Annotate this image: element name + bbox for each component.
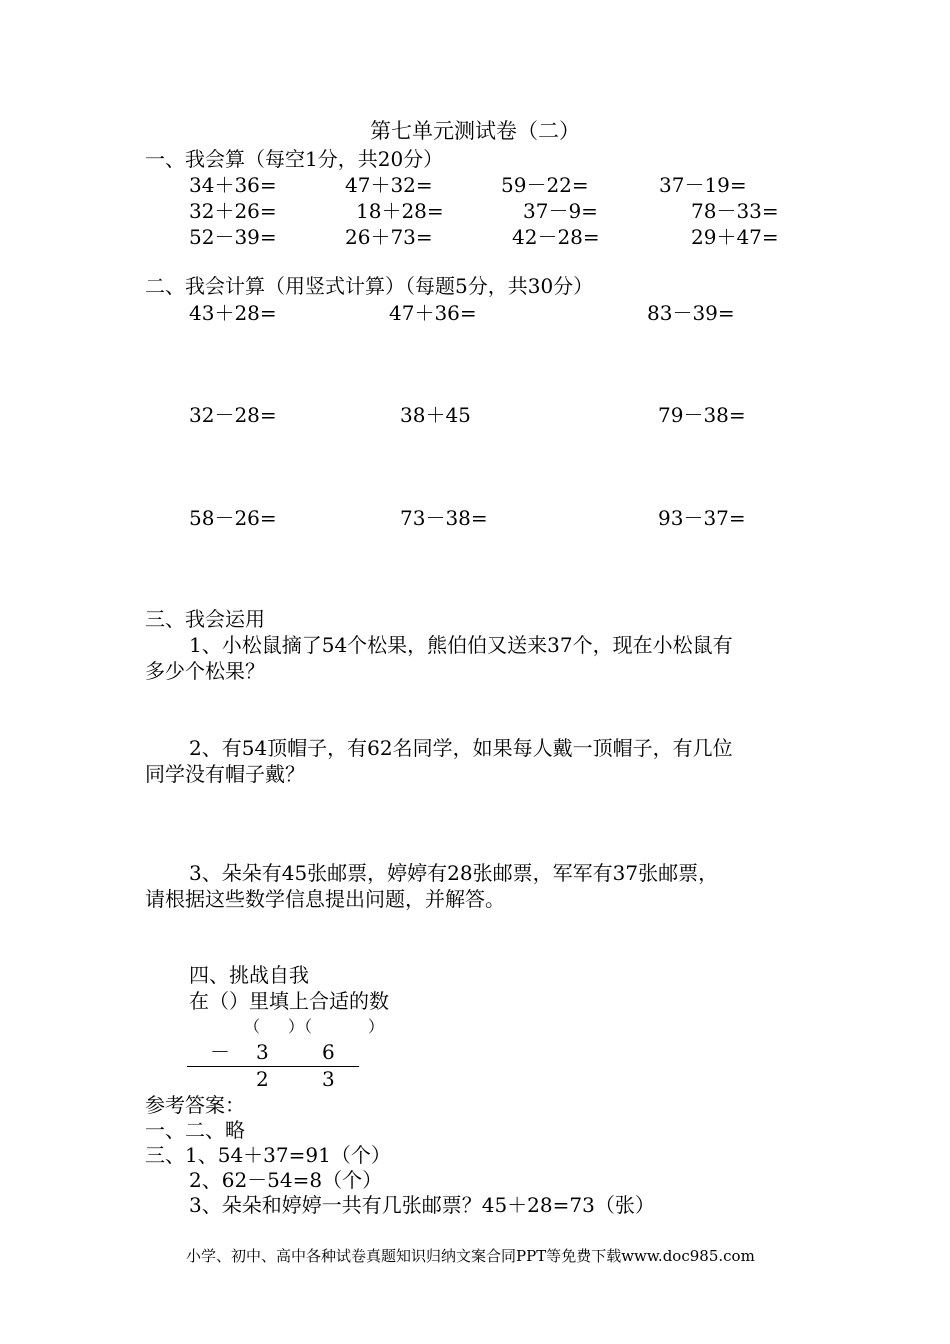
section4-instruction: 在（）里填上合适的数 (189, 989, 389, 1013)
problem: 73－38= (400, 506, 488, 530)
section2-heading: 二、我会计算（用竖式计算）（每题5分，共30分） (145, 274, 594, 298)
problem: 59－22= (501, 173, 589, 197)
problem: 43＋28= (189, 301, 277, 325)
problem: 42－28= (512, 225, 600, 249)
answer-line: 2、62－54=8（个） (189, 1168, 383, 1192)
word-problem-line: 2、有54顶帽子，有62名同学，如果每人戴一顶帽子，有几位 (189, 736, 733, 760)
problem: 79－38= (658, 403, 746, 427)
problem: 58－26= (189, 506, 277, 530)
word-problem-line: 3、朵朵有45张邮票，婷婷有28张邮票，军军有37张邮票， (189, 861, 719, 885)
problem: 37－19= (659, 173, 747, 197)
problem: 32＋26= (189, 199, 277, 223)
blank-paren: ）（ (288, 1017, 313, 1036)
page-title: 第七单元测试卷（二） (370, 119, 580, 143)
section4-heading: 四、挑战自我 (189, 963, 309, 987)
problem: 18＋28= (356, 199, 444, 223)
blank-paren: ） (368, 1017, 385, 1036)
problem: 78－33= (691, 199, 779, 223)
problem: 93－37= (658, 506, 746, 530)
problem: 47＋36= (389, 301, 477, 325)
problem: 26＋73= (345, 225, 433, 249)
answers-heading: 参考答案： (145, 1093, 245, 1117)
problem: 34＋36= (189, 173, 277, 197)
word-problem-line: 请根据这些数学信息提出问题，并解答。 (145, 887, 505, 911)
problem: 29＋47= (691, 225, 779, 249)
answer-line: 三、1、54＋37=91（个） (145, 1143, 391, 1167)
minus-sign: － (210, 1040, 230, 1064)
word-problem-line: 1、小松鼠摘了54个松果，熊伯伯又送来37个，现在小松鼠有 (189, 633, 733, 657)
problem: 32－28= (189, 403, 277, 427)
section3-heading: 三、我会运用 (145, 607, 265, 631)
footer-text: 小学、初中、高中各种试卷真题知识归纳文案合同PPT等免费下载www.doc985.com (186, 1247, 755, 1265)
digit: 3 (322, 1067, 335, 1091)
digit: 3 (256, 1040, 269, 1064)
problem: 38＋45 (400, 403, 471, 427)
word-problem-line: 多少个松果？ (145, 659, 265, 683)
problem: 37－9= (523, 199, 598, 223)
section1-heading: 一、我会算（每空1分，共20分） (145, 147, 444, 171)
problem: 83－39= (647, 301, 735, 325)
answer-line: 3、朵朵和婷婷一共有几张邮票？45＋28=73（张） (189, 1193, 655, 1217)
problem: 52－39= (189, 225, 277, 249)
digit: 6 (322, 1040, 335, 1064)
problem: 47＋32= (345, 173, 433, 197)
answer-line: 一、二、略 (145, 1118, 245, 1142)
blank-paren: （ (244, 1017, 261, 1036)
digit: 2 (256, 1067, 269, 1091)
word-problem-line: 同学没有帽子戴？ (145, 762, 305, 786)
